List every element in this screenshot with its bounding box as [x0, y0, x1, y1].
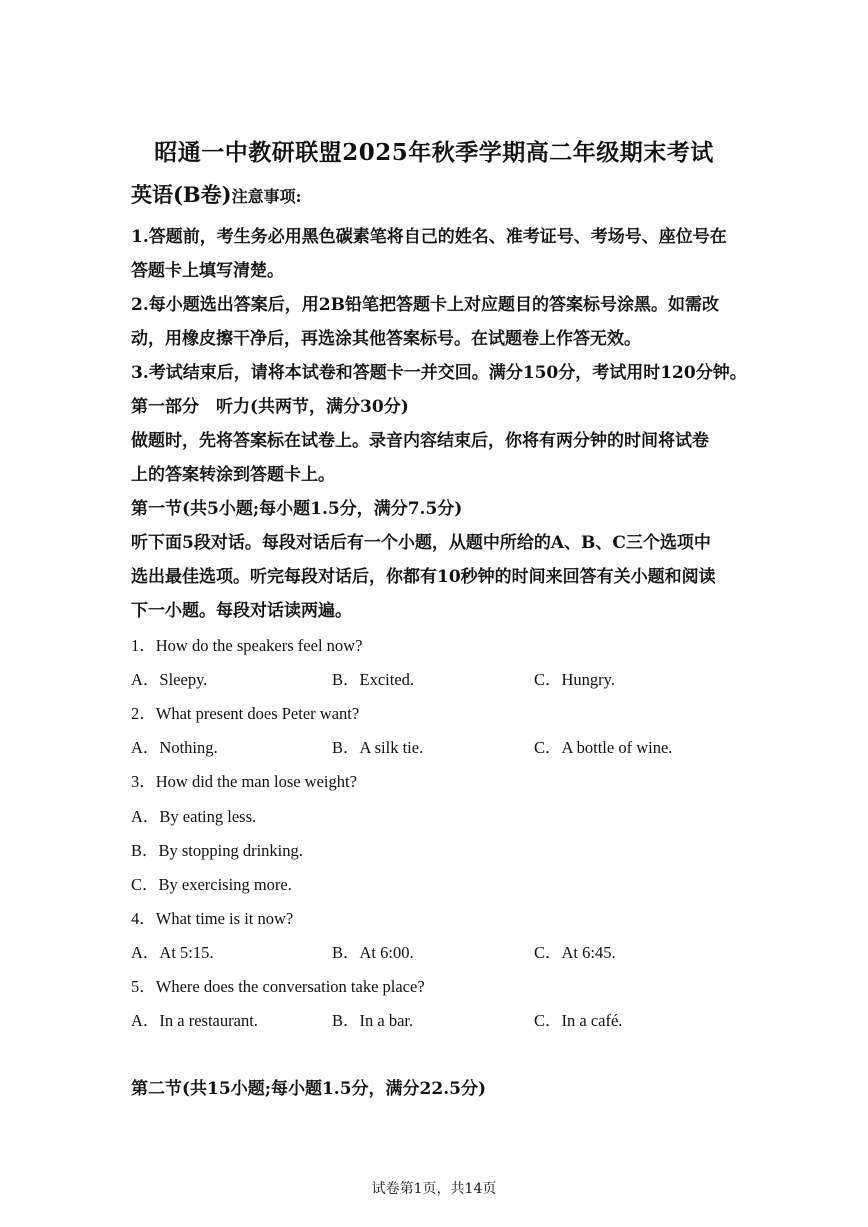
- option-c: C．At 6:45.: [534, 943, 616, 962]
- option-a: A．At 5:15.: [131, 943, 214, 962]
- option-a: A．Sleepy.: [131, 670, 208, 689]
- question-stem: 5．Where does the conversation take place?: [131, 977, 425, 996]
- notice-line: 3.考试结束后，请将本试卷和答题卡一并交回。满分150分，考试用时120分钟。: [131, 363, 747, 383]
- notice-label: 注意事项:: [231, 187, 302, 206]
- notice-line: 1.答题前，考生务必用黑色碳素笔将自己的姓名、准考证号、考场号、座位号在: [131, 227, 727, 247]
- question-stem: 4．What time is it now?: [131, 909, 294, 928]
- section1-instruction: 选出最佳选项。听完每段对话后，你都有10秒钟的时间来回答有关小题和阅读: [131, 567, 716, 587]
- section1-instruction: 下一小题。每段对话读两遍。: [131, 601, 352, 621]
- option-c: C．Hungry.: [534, 670, 615, 689]
- option-b: B．At 6:00.: [332, 943, 414, 962]
- section1-heading: 第一节(共5小题;每小题1.5分，满分7.5分): [131, 499, 463, 519]
- option-c: C．A bottle of wine.: [534, 738, 673, 757]
- question-stem: 1．How do the speakers feel now?: [131, 636, 363, 655]
- option-c: C．By exercising more.: [131, 875, 292, 894]
- part1-heading: 第一部分 听力(共两节，满分30分): [131, 397, 409, 417]
- part1-instruction: 上的答案转涂到答题卡上。: [131, 465, 335, 485]
- page-footer: 试卷第1页，共14页: [371, 1181, 497, 1197]
- question-stem: 3．How did the man lose weight?: [131, 772, 357, 791]
- option-b: B．A silk tie.: [332, 738, 424, 757]
- option-b: B．By stopping drinking.: [131, 841, 303, 860]
- notice-line: 答题卡上填写清楚。: [131, 261, 284, 281]
- section1-instruction: 听下面5段对话。每段对话后有一个小题，从题中所给的A、B、C三个选项中: [131, 533, 711, 553]
- section2-heading: 第二节(共15小题;每小题1.5分，满分22.5分): [131, 1079, 486, 1099]
- question-stem: 2．What present does Peter want?: [131, 704, 360, 723]
- option-a: A．Nothing.: [131, 738, 218, 757]
- option-a: A．In a restaurant.: [131, 1011, 258, 1030]
- subject-label: 英语(B卷): [131, 182, 232, 207]
- option-a: A．By eating less.: [131, 807, 257, 826]
- notice-line: 动，用橡皮擦干净后，再选涂其他答案标号。在试题卷上作答无效。: [131, 329, 641, 349]
- option-b: B．Excited.: [332, 670, 415, 689]
- notice-line: 2.每小题选出答案后，用2B铅笔把答题卡上对应题目的答案标号涂黑。如需改: [131, 295, 719, 315]
- part1-instruction: 做题时，先将答案标在试卷上。录音内容结束后，你将有两分钟的时间将试卷: [131, 431, 709, 451]
- subject-line: [131, 184, 302, 208]
- option-b: B．In a bar.: [332, 1011, 414, 1030]
- exam-title: 昭通一中教研联盟2025年秋季学期高二年级期末考试: [154, 139, 714, 166]
- option-c: C．In a café.: [534, 1011, 623, 1030]
